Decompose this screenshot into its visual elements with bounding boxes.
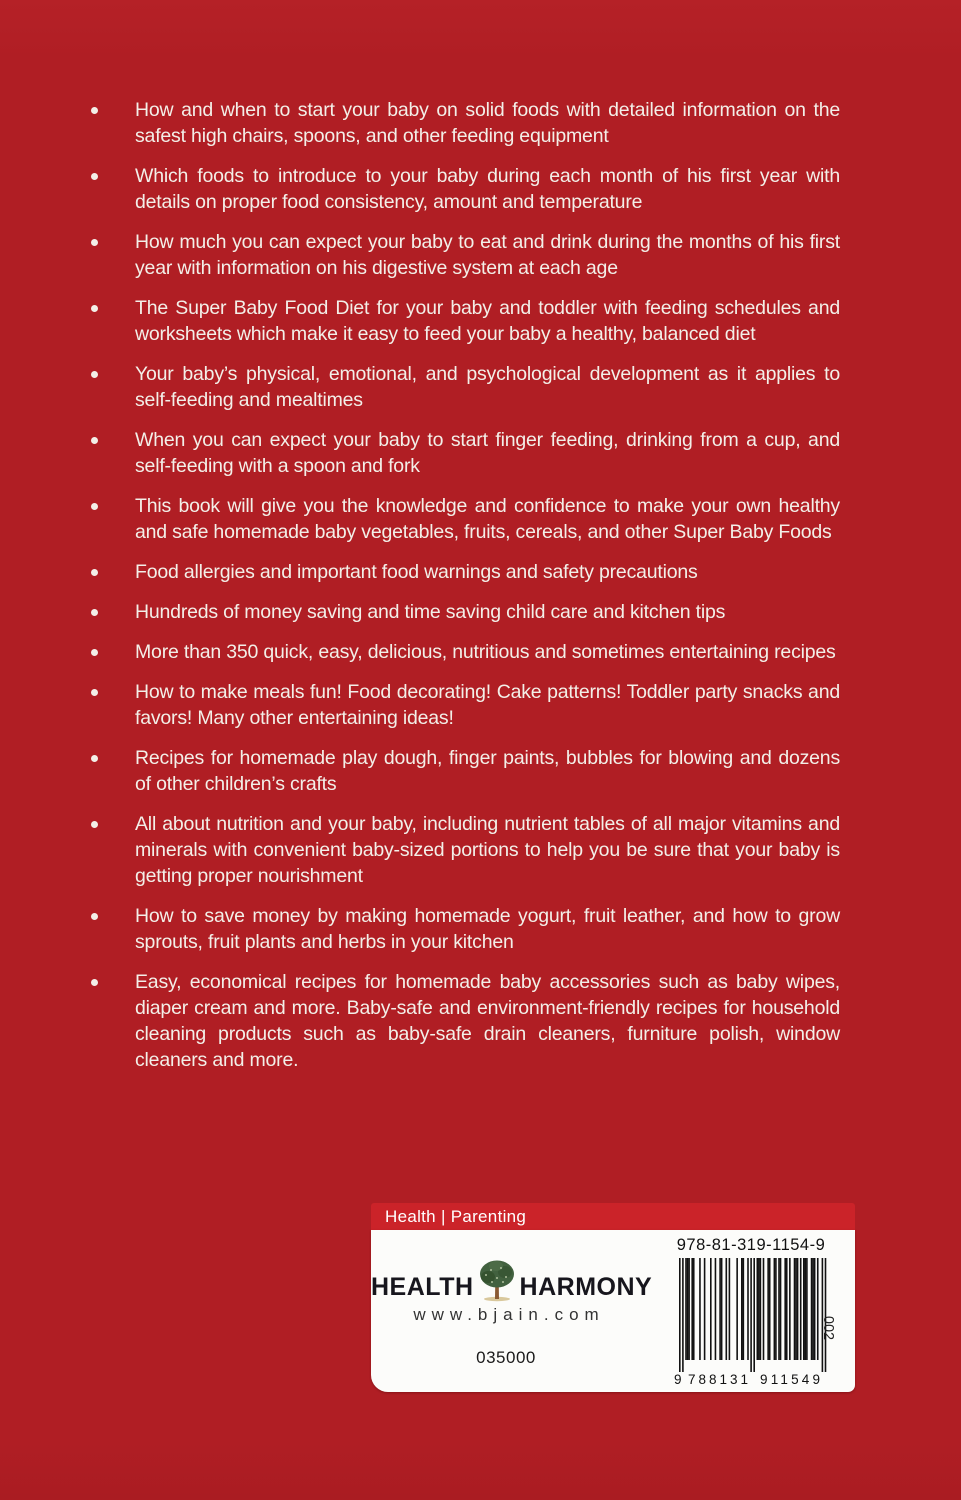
barcode (671, 1258, 831, 1386)
bullet-dot-icon (91, 239, 98, 246)
bullet-item (88, 229, 840, 281)
bullet-text: All about nutrition and your baby, including nutrient tables of all major vitamins and minerals with convenient baby-sized portions to help you be sure that your baby is getting proper nourishment (135, 813, 840, 887)
bullet-dot-icon (91, 609, 98, 616)
bullet-dot-icon (91, 979, 98, 986)
bullet-dot-icon (91, 305, 98, 312)
bullet-item (88, 559, 840, 585)
bullet-dot-icon (91, 107, 98, 114)
barcode-side-code: 002 (819, 1315, 836, 1341)
bullet-item (88, 599, 840, 625)
bullet-text: How much you can expect your baby to eat and drink during the months of his first year with information on his digestive system at each age (135, 231, 840, 279)
bullet-dot-icon (91, 371, 98, 378)
bullet-text: When you can expect your baby to start finger feeding, drinking from a cup, and self-feeding with a spoon and fork (135, 429, 840, 477)
publisher-website: www.bjain.com (413, 1305, 605, 1324)
bullet-item (88, 493, 840, 545)
bullet-dot-icon (91, 569, 98, 576)
bullet-item (88, 745, 840, 797)
bullet-text: How to make meals fun! Food decorating! Cake patterns! Toddler party snacks and favors! Many other entertaining ideas! (135, 681, 840, 729)
publisher-logo (371, 1258, 652, 1302)
logo-word-harmony: HARMONY (519, 1273, 653, 1301)
barcode-digit-group: 9 (674, 1372, 682, 1386)
bullet-dot-icon (91, 503, 98, 510)
publisher-block (371, 1258, 653, 1368)
bullet-text: Food allergies and important food warnings and safety precautions (135, 561, 698, 583)
bullet-dot-icon (91, 173, 98, 180)
bullet-item (88, 361, 840, 413)
bullet-text: Which foods to introduce to your baby during each month of his first year with details on proper food consistency, amount and temperature (135, 165, 840, 213)
barcode-digit-group: 788131 (688, 1372, 748, 1386)
bullet-text: More than 350 quick, easy, delicious, nutritious and sometimes entertaining recipes (135, 641, 836, 663)
bullet-dot-icon (91, 649, 98, 656)
bullet-text: How and when to start your baby on solid foods with detailed information on the safest high chairs, spoons, and other feeding equipment (135, 99, 840, 147)
bullet-dot-icon (91, 913, 98, 920)
bullet-item (88, 427, 840, 479)
bullet-item (88, 97, 840, 149)
bullet-dot-icon (91, 821, 98, 828)
bullet-text: How to save money by making homemade yogurt, fruit leather, and how to grow sprouts, fruit plants and herbs in your kitchen (135, 905, 840, 953)
bullet-item (88, 295, 840, 347)
bullet-item (88, 903, 840, 955)
bullet-text: Easy, economical recipes for homemade baby accessories such as baby wipes, diaper cream and more. Baby-safe and environment-friendly recipes for household cleaning products such as baby-safe drain cleaners, furniture polish, window cleaners and more. (135, 971, 840, 1071)
category-band (371, 1203, 855, 1230)
publisher-barcode-label (371, 1230, 855, 1392)
bullet-item (88, 639, 840, 665)
category-band-label: Health | Parenting (385, 1207, 527, 1226)
bullet-dot-icon (91, 689, 98, 696)
bullet-text: Your baby’s physical, emotional, and psychological development as it applies to self-feeding and mealtimes (135, 363, 840, 411)
isbn-number: 978-81-319-1154-9 (676, 1236, 826, 1254)
bullet-item (88, 969, 840, 1073)
feature-bullet-list (88, 97, 840, 1087)
bullet-text: Hundreds of money saving and time saving child care and kitchen tips (135, 601, 726, 623)
bullet-item (88, 811, 840, 889)
publisher-code: 035000 (476, 1348, 536, 1367)
bullet-text: The Super Baby Food Diet for your baby and toddler with feeding schedules and worksheets which make it easy to feed your baby a healthy, balanced diet (135, 297, 840, 345)
barcode-section (663, 1236, 839, 1386)
bullet-dot-icon (91, 755, 98, 762)
bullet-item (88, 163, 840, 215)
bullet-item (88, 679, 840, 731)
tree-icon (477, 1258, 517, 1302)
bullet-text: This book will give you the knowledge and confidence to make your own healthy and safe homemade baby vegetables, fruits, cereals, and other Super Baby Foods (135, 495, 840, 543)
barcode-digit-group: 911549 (760, 1372, 820, 1386)
barcode-bars (679, 1258, 826, 1372)
bullet-dot-icon (91, 437, 98, 444)
logo-word-health: HEALTH (371, 1273, 474, 1301)
bullet-text: Recipes for homemade play dough, finger paints, bubbles for blowing and dozens of other children’s crafts (135, 747, 840, 795)
